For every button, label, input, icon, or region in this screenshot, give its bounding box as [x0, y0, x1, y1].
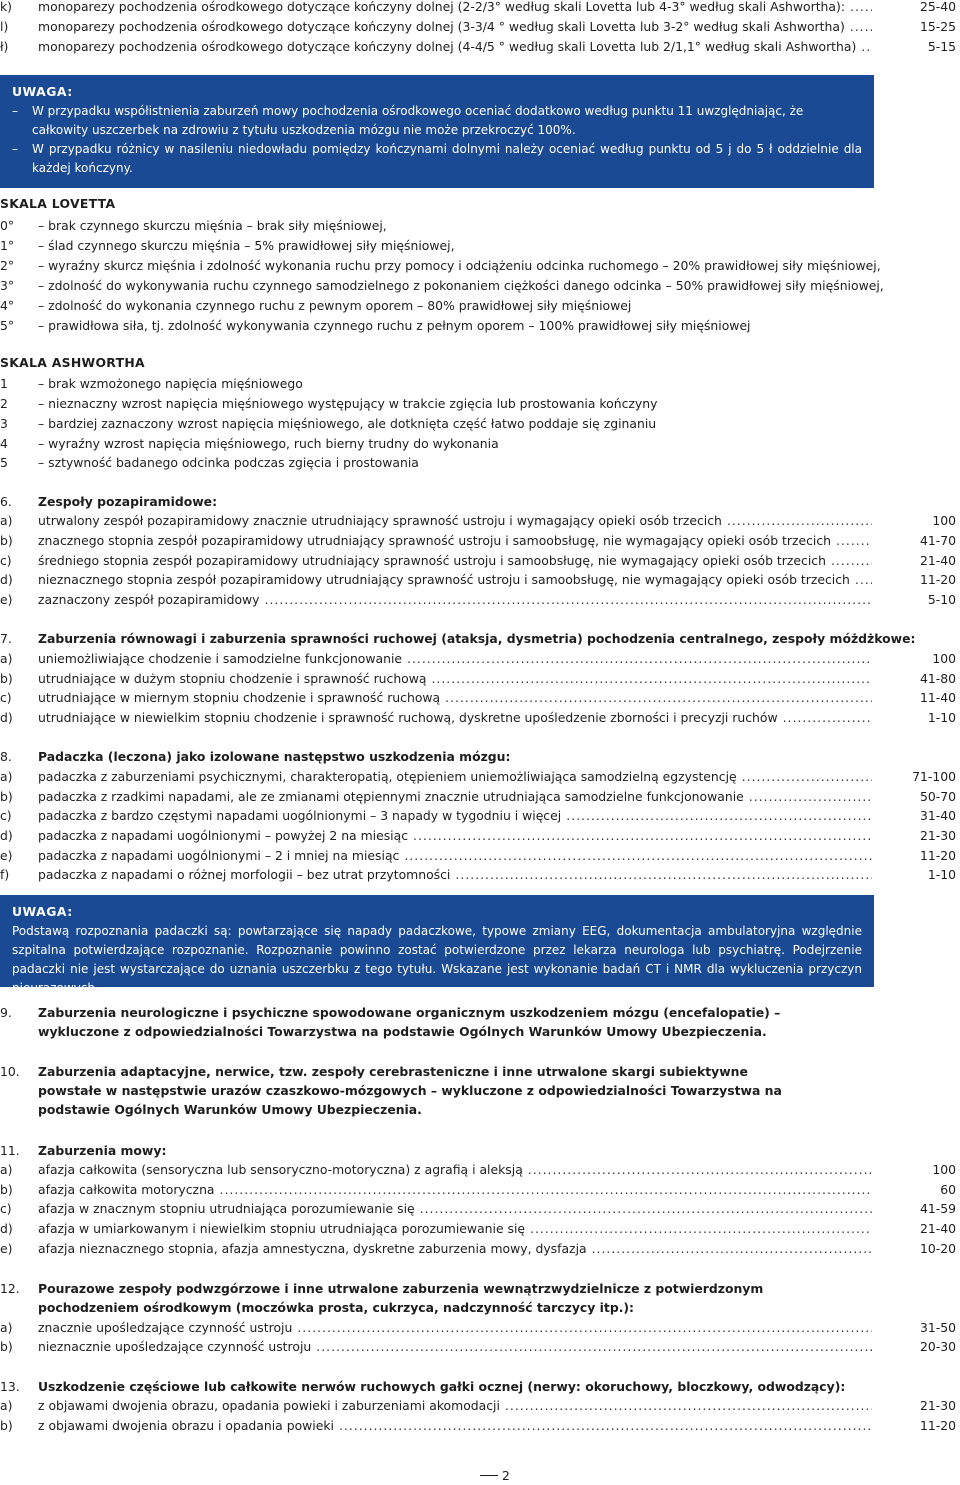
note-item: – W przypadku współistnienia zaburzeń mowy pochodzenia ośrodkowego oceniać dodatkowo według punktu 11 uwzględniając, że całkowity uszczerbek na zdrowiu z tytułu uszkodzenia mózgu nie może przekroczyć 100%. [12, 104, 804, 137]
list-item: b) padaczka z rzadkimi napadami, ale ze zmianami otępiennymi znacznie utrudniająca samodzielne funkcjonowanie ..... 50-70 [0, 787, 956, 806]
list-item: a) utrwalony zespół pozapiramidowy znacznie utrudniający sprawność ustroju i wymagający opieki osób trzecich ..... 100 [0, 511, 956, 530]
list-item: b) nieznacznie upośledzające czynność ustroju ..... 20-30 [0, 1337, 956, 1356]
list-item: ł) monoparezy pochodzenia ośrodkowego dotyczące kończyny dolnej (4-4/5 ° według skali Lovetta lub 2/1,1° według skali Ashwortha) ..... 5-15 [0, 37, 956, 56]
list-item: f) padaczka z napadami o różnej morfologii – bez utrat przytomności ..... 1-10 [0, 865, 956, 884]
list-item: a) znacznie upośledzające czynność ustroju ..... 31-50 [0, 1318, 956, 1337]
list-item: d) nieznacznego stopnia zespół pozapiramidowy utrudniający sprawność ustroju i samoobsługę, nie wymagający opieki osób trzecich ..... 11-20 [0, 570, 956, 589]
lovett-title: SKALA LOVETTA [0, 196, 116, 211]
list-item: e) afazja nieznacznego stopnia, afazja amnestyczna, dyskretne zaburzenia mowy, dysfazja ..... 10-20 [0, 1239, 956, 1258]
note-box [0, 895, 874, 995]
list-item: a) afazja całkowita (sensoryczna lub sensoryczno-motoryczna) z agrafią i aleksją ..... 100 [0, 1160, 956, 1179]
note-item: – W przypadku różnicy w nasileniu niedowładu pomiędzy kończynami dolnymi należy oceniać według punktu od 5 j do 5 ł oddzielnie dla każdej kończyny. [12, 142, 862, 175]
list-item: b) afazja całkowita motoryczna ..... 60 [0, 1180, 956, 1199]
list-item: a) uniemożliwiające chodzenie i samodzielne funkcjonowanie ..... 100 [0, 649, 956, 668]
note-title: UWAGA: [12, 84, 73, 99]
ashworth-title: SKALA ASHWORTHA [0, 355, 145, 370]
list-item: c) afazja w znacznym stopniu utrudniająca porozumiewanie się ..... 41-59 [0, 1199, 956, 1218]
list-item: c) padaczka z bardzo częstymi napadami uogólnionymi – 3 napady w tygodniu i więcej ..... 31-40 [0, 806, 956, 825]
page-number-text: 2 [502, 1468, 510, 1483]
list-item: d) utrudniające w niewielkim stopniu chodzenie i sprawność ruchową, dyskretne upośledzenie zborności i precyzji ruchów ..... 1-10 [0, 708, 956, 727]
list-item: d) afazja w umiarkowanym i niewielkim stopniu utrudniająca porozumiewanie się ..... 21-40 [0, 1219, 956, 1238]
note-box [0, 75, 874, 188]
page-number-dash [480, 1475, 498, 1476]
list-item: c) utrudniające w miernym stopniu chodzenie i sprawność ruchową ..... 11-40 [0, 688, 956, 707]
list-item: a) padaczka z zaburzeniami psychicznymi, charakteropatią, otępieniem uniemożliwiająca samodzielną egzystencję ..... 71-100 [0, 767, 956, 786]
list-item: e) padaczka z napadami uogólnionymi – 2 i mniej na miesiąc ..... 11-20 [0, 846, 956, 865]
list-item: b) z objawami dwojenia obrazu i opadania powieki ..... 11-20 [0, 1416, 956, 1435]
list-item: l) monoparezy pochodzenia ośrodkowego dotyczące kończyny dolnej (3-3/4 ° według skali Lovetta lub 3-2° według skali Ashwortha) ..... 15-25 [0, 17, 956, 36]
page-number [480, 1468, 540, 1483]
list-item: b) znacznego stopnia zespół pozapiramidowy utrudniający sprawność ustroju i samoobsługę, nie wymagający opieki osób trzecich ..... 41-70 [0, 531, 956, 550]
list-item: e) zaznaczony zespół pozapiramidowy ..... 5-10 [0, 590, 956, 609]
list-item: b) utrudniające w dużym stopniu chodzenie i sprawność ruchową ..... 41-80 [0, 669, 956, 688]
list-item: k) monoparezy pochodzenia ośrodkowego dotyczące kończyny dolnej (2-2/3° według skali Lovetta lub 4-3° według skali Ashwortha): ..... 25-40 [0, 0, 956, 16]
list-item: a) z objawami dwojenia obrazu, opadania powieki i zaburzeniami akomodacji ..... 21-30 [0, 1396, 956, 1415]
list-item: c) średniego stopnia zespół pozapiramidowy utrudniający sprawność ustroju i samoobsługę, nie wymagający opieki osób trzecich ..... 21-40 [0, 551, 956, 570]
note-text: Podstawą rozpoznania padaczki są: powtarzające się napady padaczkowe, typowe zmiany EEG, dokumentacja ambulatoryjna względnie szpitalna potwierdzające rozpoznanie. Rozpoznanie powinno zostać potwierdzone przez lekarza neurologa lub psychiatrę. Podejrzenie padaczki nie jest wystarczające do uznania uszczerbku z tego tytułu. Wskazane jest wykonanie badań CT i NMR dla wykluczenia przyczyn nieurazowych. [12, 924, 862, 995]
note-title: UWAGA: [12, 904, 73, 919]
list-item: d) padaczka z napadami uogólnionymi – powyżej 2 na miesiąc ..... 21-30 [0, 826, 956, 845]
